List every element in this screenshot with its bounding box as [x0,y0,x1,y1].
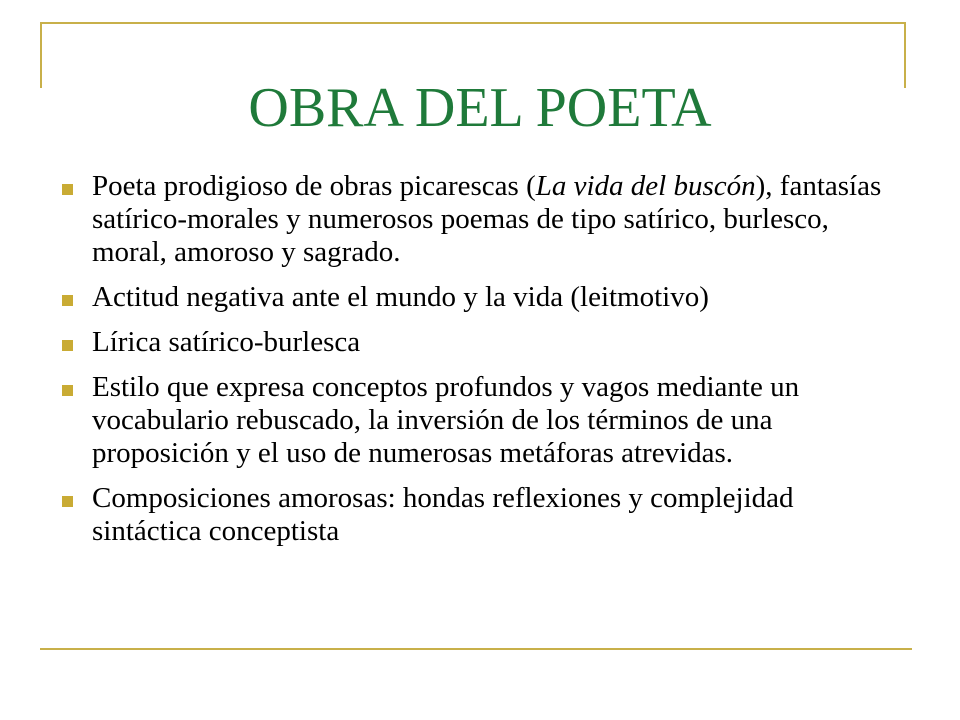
bullet-item [58,371,908,470]
bullet-list [58,170,908,560]
bullet-item [58,281,908,314]
square-bullet-icon [62,184,73,195]
square-bullet-icon [62,496,73,507]
bullet-text-part: ), fantasías satírico-morales y numerosos poemas de tipo satírico, burlesco, moral, amoroso y sagrado. [92,170,882,268]
square-bullet-icon [62,385,73,396]
bullet-item [58,326,908,359]
work-title: La vida del buscón [535,170,756,202]
bullet-item [58,482,908,548]
slide-title: OBRA DEL POETA [248,76,712,139]
bullet-text [92,170,881,268]
square-bullet-icon [62,340,73,351]
bullet-text: Estilo que expresa conceptos profundos y vagos mediante un vocabulario rebuscado, la inversión de los términos de una proposición y el uso de numerosas metáforas atrevidas. [92,371,800,469]
top-rule [40,22,906,24]
bullet-text-part: Poeta prodigioso de obras picarescas ( [92,170,536,202]
bullet-text: Lírica satírico-burlesca [92,326,361,358]
bottom-rule [40,648,912,650]
bullet-text: Composiciones amorosas: hondas reflexiones y complejidad sintáctica conceptista [92,482,794,547]
square-bullet-icon [62,295,73,306]
bullet-text: Actitud negativa ante el mundo y la vida (leitmotivo) [92,281,709,313]
bullet-item [58,170,908,269]
